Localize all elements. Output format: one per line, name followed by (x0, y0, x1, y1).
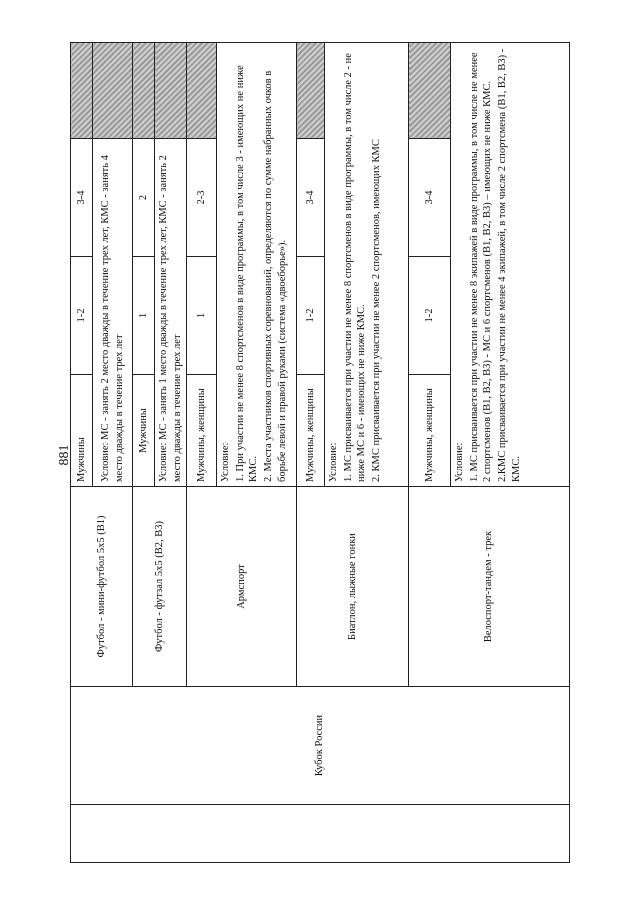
condition-line: 1. При участии не менее 8 спортсменов в виде программы, в том числе 3 - имеющих не ниже КМС. (235, 64, 260, 482)
condition-line: 1. МС присваивается при участии не менее 8 экипажей в виде программы, в том числе не менее 2 спортсменов (В1, В2, В3) - МС и 6 спортсменов (В1, В2, В3) – имеющих не ниже КМС. (469, 51, 494, 482)
place-cell: 1-2 (409, 256, 451, 374)
gender-cell: Мужчины, женщины (187, 374, 217, 486)
condition-title: Условие: (328, 442, 339, 482)
shaded-cell (155, 42, 187, 138)
place-cell: 2-3 (187, 138, 217, 256)
condition-cell: Условие: МС - занять 2 место дважды в течение трех лет, КМС - занять 4 место дважды в течение трех лет (93, 138, 133, 486)
shaded-cell (297, 42, 325, 138)
condition-title: Условие: (220, 442, 231, 482)
shaded-cell (133, 42, 155, 138)
place-cell: 1 (133, 256, 155, 374)
condition-cell (217, 42, 297, 486)
condition-line: 2. Места участников спортивных соревнований, определяются по сумме набранных очков в борьбе левой и правой руками (система «двоеборье»). (263, 70, 288, 482)
discipline-cell: Армспорт (187, 486, 297, 686)
discipline-cell: Биатлон, лыжные гонки (297, 486, 409, 686)
condition-line: 2.КМС присваивается при участии не менее 4 экипажей, в том числе 2 спортсмена (В1, В2, В3) - КМС. (497, 48, 522, 482)
shaded-cell (71, 42, 93, 138)
gender-cell: Мужчины (71, 374, 93, 486)
gender-cell: Мужчины, женщины (409, 374, 451, 486)
condition-title: Условие: (454, 442, 465, 482)
empty-col-cell (71, 804, 570, 862)
discipline-cell: Футбол - мини-футбол 5х5 (В1) (71, 486, 133, 686)
competition-name: Кубок России (71, 686, 570, 804)
shaded-cell (93, 42, 133, 138)
shaded-cell (409, 42, 451, 138)
condition-line: 2. КМС присваивается при участии не менее 2 спортсменов, имеющих КМС (371, 138, 383, 482)
classification-table (70, 42, 570, 863)
place-cell: 1-2 (297, 256, 325, 374)
shaded-cell (187, 42, 217, 138)
condition-cell (451, 42, 570, 486)
place-cell: 3-4 (409, 138, 451, 256)
gender-cell: Мужчины (133, 374, 155, 486)
place-cell: 1 (187, 256, 217, 374)
page-number: 881 (57, 444, 72, 466)
condition-cell: Условие: МС - занять 1 место дважды в течение трех лет, КМС - занять 2 место дважды в течение трех лет (155, 138, 187, 486)
place-cell: 1-2 (71, 256, 93, 374)
rotated-page (70, 43, 570, 863)
gender-cell: Мужчины, женщины (297, 374, 325, 486)
place-cell: 3-4 (71, 138, 93, 256)
discipline-cell: Футбол - футзал 5х5 (В2, В3) (133, 486, 187, 686)
condition-line: 1. МС присваивается при участии не менее 8 спортсменов в виде программы, в том числе 2 - не ниже МС и 6 - имеющих не ниже КМС. (343, 52, 368, 482)
place-cell: 3-4 (297, 138, 325, 256)
place-cell: 2 (133, 138, 155, 256)
condition-cell (325, 42, 409, 486)
discipline-cell: Велоспорт-тандем - трек (409, 486, 570, 686)
